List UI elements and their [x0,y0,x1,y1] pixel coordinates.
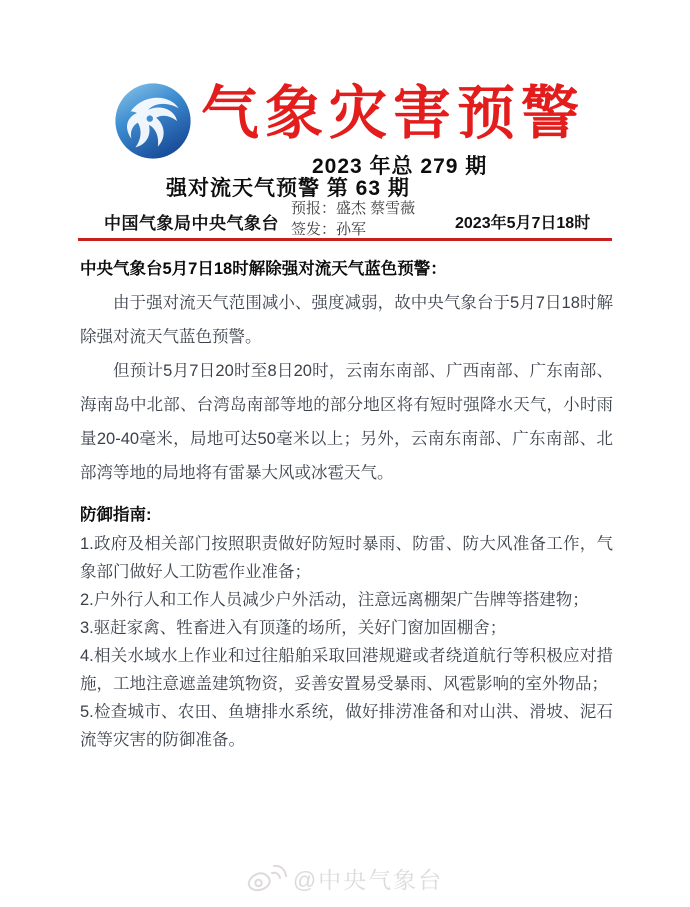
guide-item: 2.户外行人和工作人员减少户外活动，注意远离棚架广告牌等搭建物； [80,591,589,609]
watermark [0,862,690,895]
forecaster-label: 预报： [291,200,337,217]
header-divider [78,238,612,241]
guide-item: 1.政府及相关部门按照职责做好防短时暴雨、防雷、防大风准备工作，气象部门做好人工防雹作业准备； [80,535,613,581]
document-title: 气象灾害预警 [201,79,586,147]
signer-block [291,198,415,240]
guide-item-list [80,530,613,754]
agency-name: 中国气象局中央气象台 [104,214,279,233]
forecaster-names: 盛杰 蔡雪薇 [336,200,416,217]
body-paragraph: 但预计5月7日20时至8日20时，云南东南部、广西南部、广东南部、海南岛中北部、台湾岛南部等地的部分地区将有短时强降水天气，小时雨量20-40毫米，局地可达50毫米以上；另外，云南东南部、广东南部、北部湾等地的局地将有雷暴大风或冰雹天气。 [80,362,613,482]
guide-item: 5.检查城市、农田、鱼塘排水系统，做好排涝准备和对山洪、滑坡、泥石流等灾害的防御准备。 [80,703,613,749]
guide-item: 3.驱赶家禽、牲畜进入有顶蓬的场所，关好门窗加固棚舍； [80,619,507,637]
issuer-label: 签发： [291,221,337,238]
document-body [80,252,613,754]
paragraph-list [80,286,613,490]
watermark-text: @中央气象台 [292,867,444,893]
warning-headline: 中央气象台5月7日18时解除强对流天气蓝色预警： [80,260,447,278]
issue-year-line: 2023 年总 279 期 [312,155,488,178]
issuer-name: 孙军 [336,221,367,238]
weibo-icon [247,863,287,895]
guide-title: 防御指南: [80,506,152,524]
body-paragraph: 由于强对流天气范围减小、强度减弱，故中央气象台于5月7日18时解除强对流天气蓝色预警。 [80,294,613,346]
issuer-line [291,219,415,240]
guide-item: 4.相关水域水上作业和过往船舶采取回港规避或者绕道航行等积极应对措施，工地注意遮盖建筑物资，妥善安置易受暴雨、风雹影响的室外物品； [80,647,613,693]
issue-datetime: 2023年5月7日18时 [455,215,591,232]
issue-warning-line: 强对流天气预警 第 63 期 [166,177,410,200]
forecaster-line [291,198,415,219]
cma-logo-icon [111,81,195,161]
